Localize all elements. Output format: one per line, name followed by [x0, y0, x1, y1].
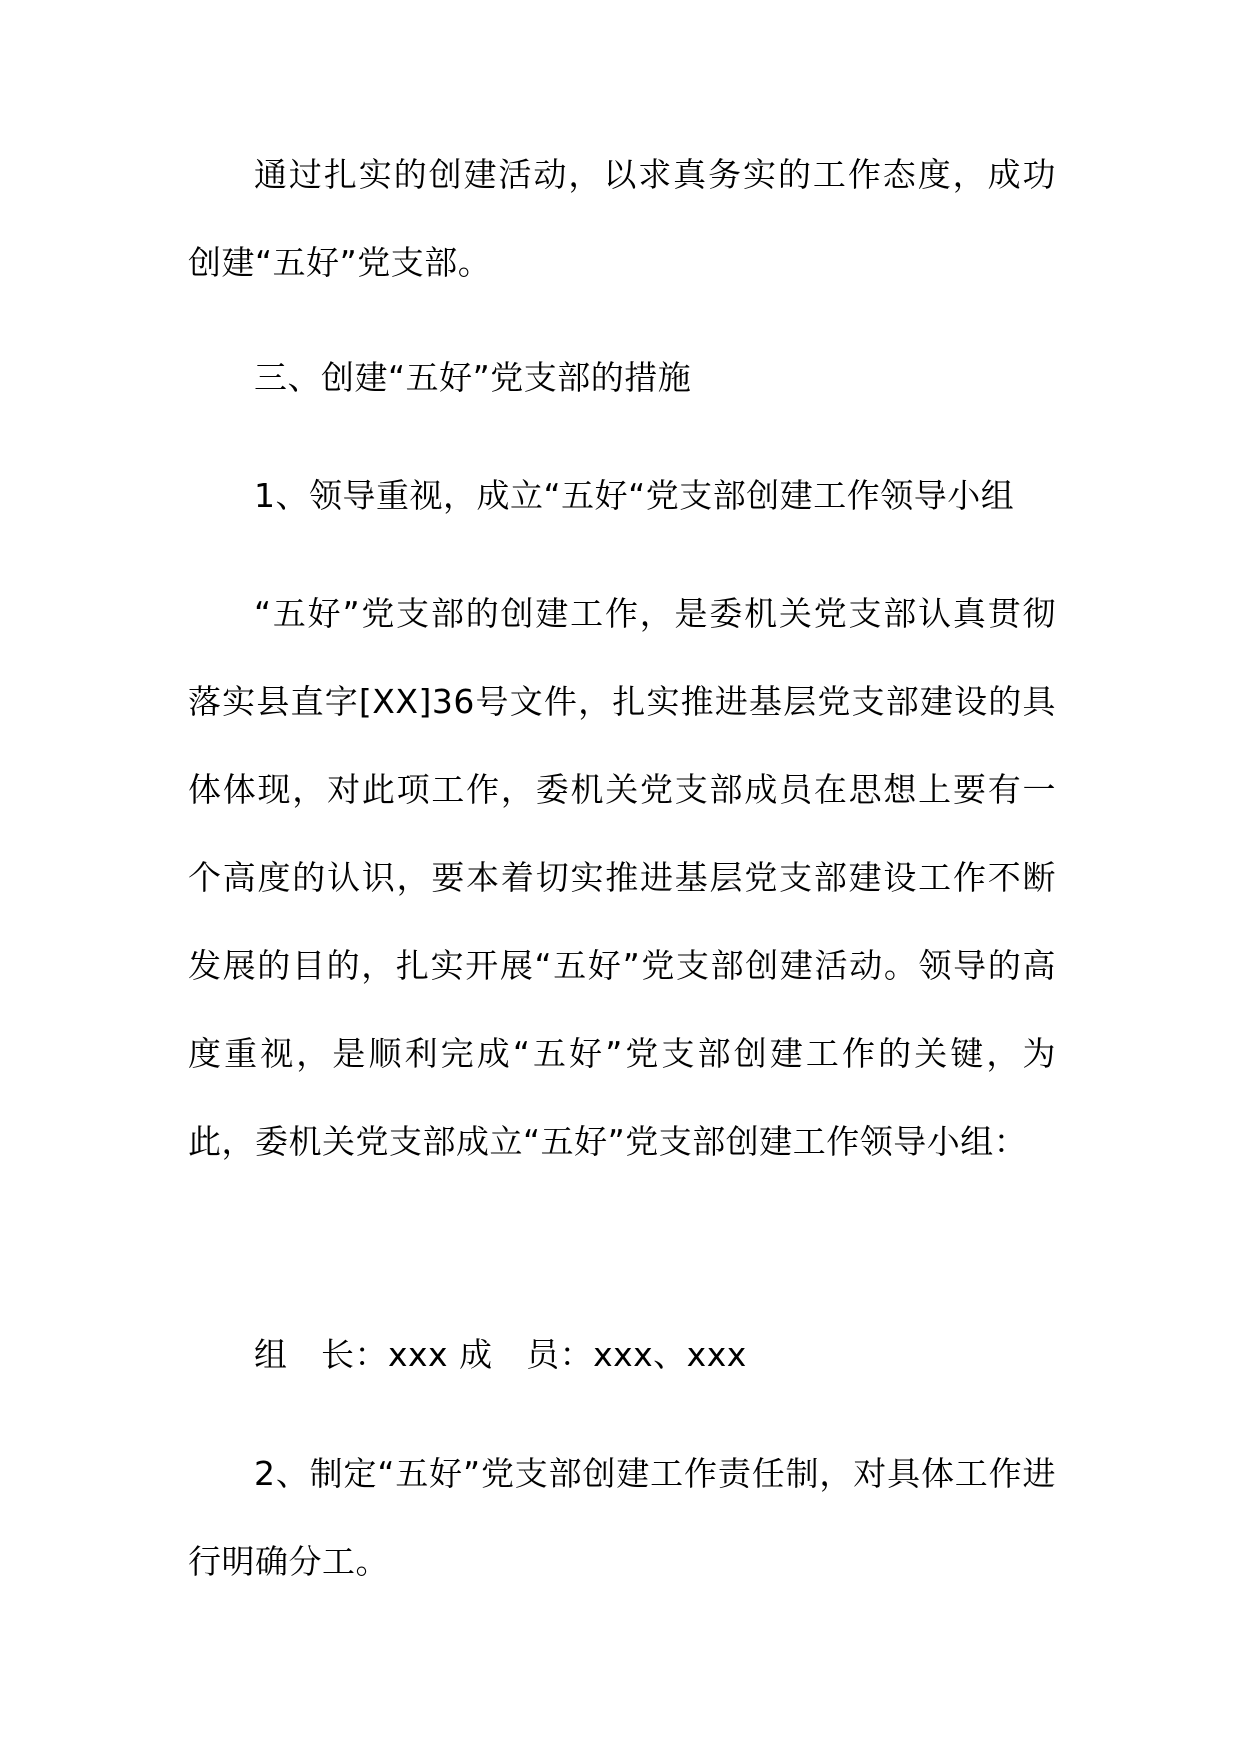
subheading-leadership: 1、领导重视，成立“五好“党支部创建工作领导小组: [254, 476, 1015, 515]
paragraph-leadership-body: “五好”党支部的创建工作，是委机关党支部认真贯彻落实县直字[XX]36号文件，扎实推进基层党支部建设的具体体现，对此项工作，委机关党支部成员在思想上要有一个高度的认识，要本着切实推进基层党支部建设工作不断发展的目的，扎实开展“五好”党支部创建活动。领导的高度重视，是顺利完成“五好”党支部创建工作的关键，为此，委机关党支部成立“五好”党支部创建工作领导小组：: [188, 594, 1056, 1161]
paragraph-conclusion: 通过扎实的创建活动，以求真务实的工作态度，成功创建“五好”党支部。: [188, 155, 1056, 282]
subheading-responsibility: 2、制定“五好”党支部创建工作责任制，对具体工作进行明确分工。: [188, 1454, 1056, 1581]
paragraph-group-members: 组 长：xxx 成 员：xxx、xxx: [254, 1335, 747, 1374]
section-heading-measures: 三、创建“五好”党支部的措施: [254, 358, 692, 397]
